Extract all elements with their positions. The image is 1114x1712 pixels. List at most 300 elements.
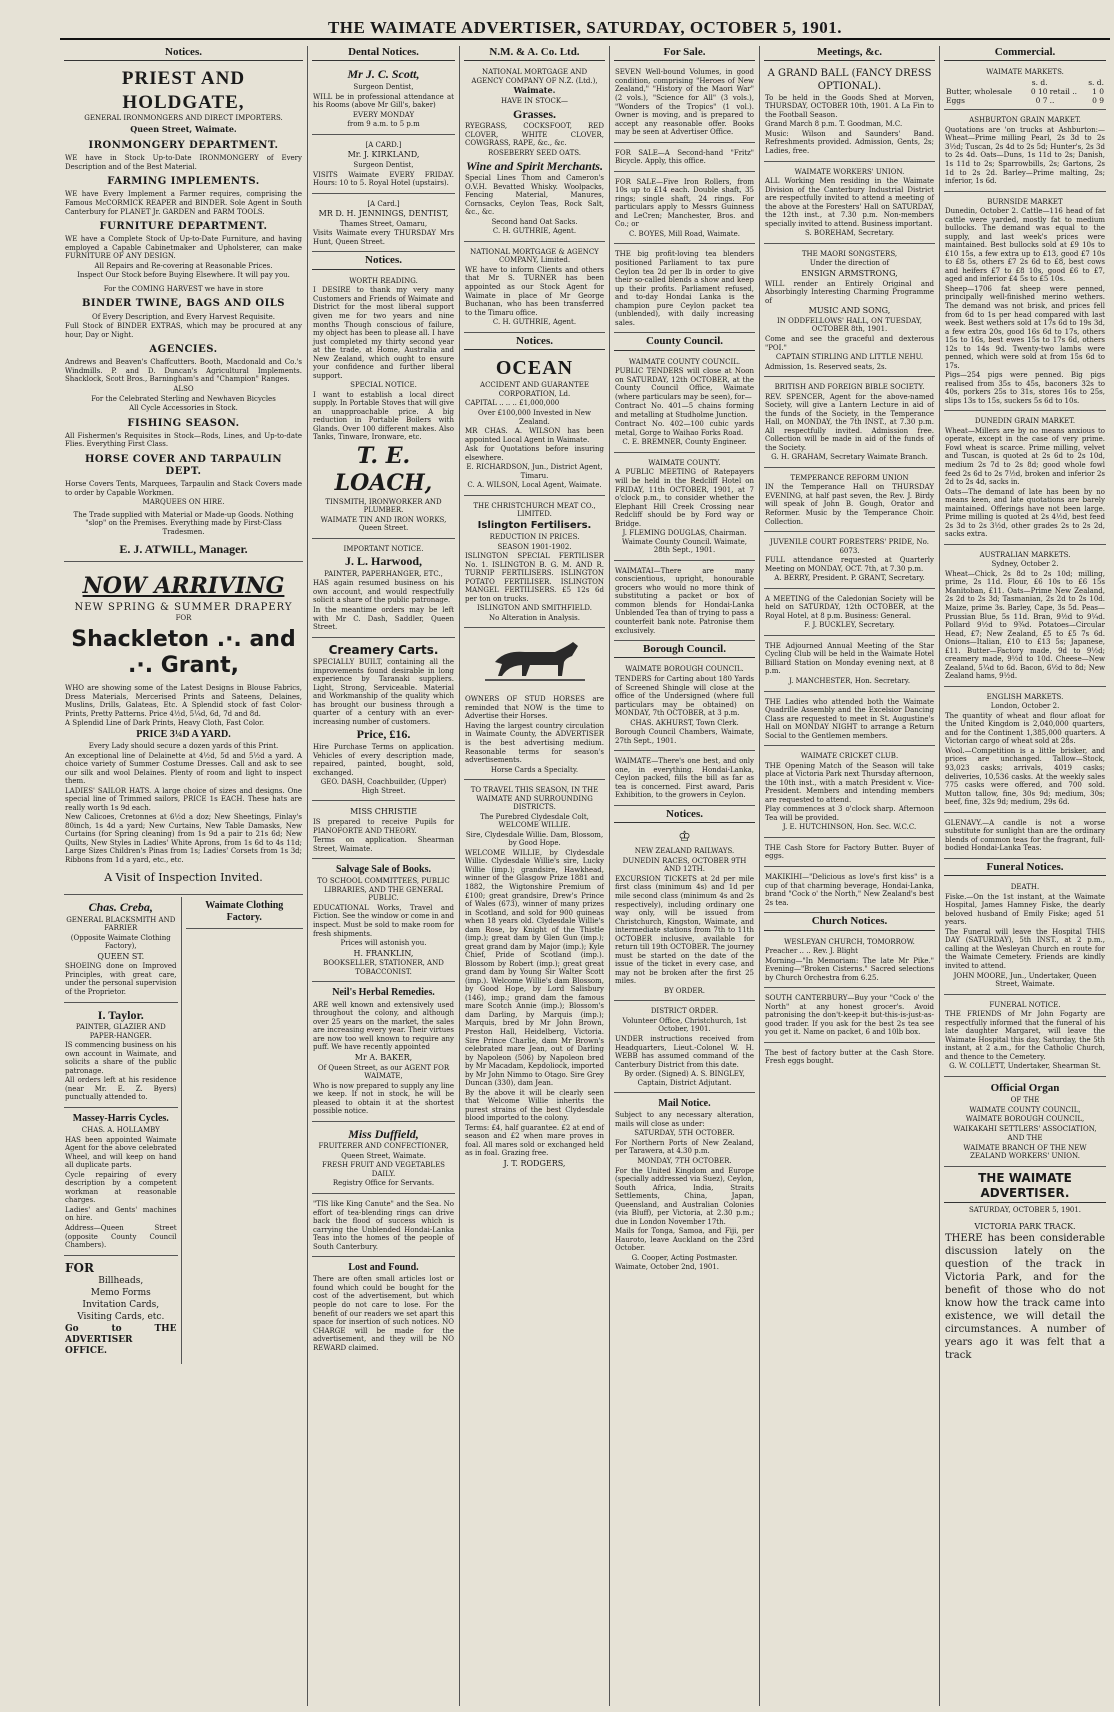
funeral-notice-title: FUNERAL NOTICE. xyxy=(989,1000,1061,1009)
ocean-ad xyxy=(464,353,605,496)
franklin-name: H. FRANKLIN, xyxy=(353,948,414,958)
baker-name: Mr A. BAKER, xyxy=(354,1052,413,1062)
borough-heading: Borough Council. xyxy=(614,643,755,658)
tarpaulin-heading: HORSE COVER AND TARPAULIN DEPT. xyxy=(84,453,283,478)
glenavy-ad xyxy=(944,815,1106,859)
nma-notice-ad xyxy=(464,244,605,333)
for-item: Visiting Cards, etc. xyxy=(77,1312,165,1323)
binder-extras: Full Stock of BINDER EXTRAS, which may be procured at any hour, Day or Night. xyxy=(65,322,302,339)
juvenile-title: JUVENILE COURT FORESTERS' PRIDE, No. 6073. xyxy=(770,538,929,555)
guthrie-signature: C. H. GUTHRIE, Agent. xyxy=(492,318,577,327)
advertiser-logo: THE WAIMATE ADVERTISER. xyxy=(944,1169,1106,1203)
jennings-ad xyxy=(312,196,455,253)
column-header: For Sale. xyxy=(614,46,755,61)
massey-address: Address—Queen Street (opposite County Council Chambers). xyxy=(65,1223,177,1250)
waimatai-ad xyxy=(614,563,755,641)
wilson-text: MR CHAS. A. WILSON has been appointed Local Agent in Waimate. xyxy=(465,427,604,444)
mail-uk: For the United Kingdom and Europe (specially addressed via Suez), Ceylon, South Africa, India, Straits Settlements, China, Japan, Queensland, and Australian Colonies (via Bluff), per Victoria, at 2.30 p.m.; due in London November 17th. xyxy=(615,1166,754,1226)
quadrille-text: THE Ladies who attended both the Waimate Quadrille Assembly and the Excelsior Dancing Class are requested to meet in St. Augustine's Hall on MONDAY NIGHT to arrange a Return Social to the Gentlemen members. xyxy=(765,697,934,740)
cycles-text: For the Celebrated Sterling and Newhaven Bicycles xyxy=(91,394,276,403)
mail-ad xyxy=(614,1095,755,1277)
county-heading: County Council. xyxy=(614,335,755,350)
rodgers-signature: J. T. RODGERS, xyxy=(503,1158,566,1168)
cricket-play: Play commences at 3 o'clock sharp. Afternoon Tea will be provided. xyxy=(765,805,934,822)
bible-title: BRITISH AND FOREIGN BIBLE SOCIETY. xyxy=(774,383,925,392)
jennings-name: MR D. H. JENNINGS, DENTIST, xyxy=(318,209,449,219)
volumes-ad xyxy=(614,64,755,142)
berry-signature: A. BERRY, President. P. GRANT, Secretary. xyxy=(774,574,925,583)
ashburton-market xyxy=(944,112,1106,191)
english-market xyxy=(944,689,1106,813)
foresters-ad xyxy=(764,534,935,589)
morning-text: Morning—"In Memoriam: The late Mr Pike." Evening—"Broken Cisterns." Sacred selections by Church Orchestra from 6.25. xyxy=(765,956,934,982)
workers-ad xyxy=(764,164,935,244)
wine-heading: Wine and Spirit Merchants. xyxy=(466,158,603,173)
reduction-text: REDUCTION IN PRICES. xyxy=(489,533,580,542)
graham-signature: G. H. GRAHAM, Secretary Waimate Branch. xyxy=(771,453,928,462)
mail-northern: For Northern Ports of New Zealand, per Tarawera, at 4.30 p.m. xyxy=(615,1138,754,1156)
creba-location: (Opposite Waimate Clothing Factory), xyxy=(70,933,171,951)
creamery-hire: Hire Purchase Terms on application. Vehicles of every description made, repaired, painted, bought, sold, exchanged. xyxy=(313,743,454,777)
neil-heading: Neil's Herbal Remedies. xyxy=(332,987,435,999)
willie-sire: Sire, Clydesdale Willie. Dam, Blossom, by Good Hope. xyxy=(465,830,604,848)
guthrie-signature: C. H. GUTHRIE, Agent. xyxy=(492,227,577,236)
willie-terms: Terms: £4, half guarantee. £2 at end of season and £2 when mare proves in foal. All mares sold or exchanged held as in foal. Grazing free. xyxy=(465,1123,604,1158)
london-date: London, October 2. xyxy=(990,702,1060,711)
for-heading: FOR xyxy=(65,1260,94,1275)
massey-hire: Ladies' and Gents' machines on hire. xyxy=(65,1205,177,1223)
lost-found-ad xyxy=(312,1259,455,1357)
books-ad xyxy=(312,861,455,982)
ball-ad xyxy=(764,64,935,161)
ocean-title: OCEAN xyxy=(495,357,574,380)
jennings-text: Visits Waimate every THURSDAY Mrs Hunt, Queen Street. xyxy=(313,229,454,246)
taylor-orders: All orders left at his residence (near Mr. E. Z. Byers) punctually attended to. xyxy=(65,1076,177,1102)
calicoes-text: New Calicoes, Cretonnes at 6½d a doz; New Sheetings, Finlay's 80inch, 1s 4d a yard; New Curtains, New Table Damasks, New Curtains (for Spring cleaning) from 1s 9d a pair to 21s 6d; New Quilts, New Styles in Ladies' White Aprons, from 1s 6d to 4s 11d; Large Sizes Children's Pinas from 1s; Ladies' Corsets from 1s 3d; Ribbons from 1d a yard, etc., etc. xyxy=(65,813,302,864)
sydney-text: Wheat—Chick, 2s 8d to 2s 10d; milling, prime, 2s 11d. Flour, £6 10s to £6 15s Manitoban, £11. Oats—Prime New Zealand, 2s 2d to 2s 3d; Tasmanian, 2s 2d to 2s 10d. Maize, prime 3s. Barley, Cape, 3s 5d. Peas—Prussian Blue, 5s 11d. Bran, 9½d to 9¼d. Pollard 9½d to 9¾d. Potatoes—Circular Head, £7; New Zealand, £5 to £5 7s 6d. Onions—Italian, £10 to £13 5s; Japanese, £11. Butter—Factory made, 9d to 9½d; creamery made, 9½d to 10d. Cheese—New Zealand, 5¼d to 6d. Bacon, 6½d to 8d; New Zealand hams, 9½d. xyxy=(945,569,1105,681)
loach-shop: WAIMATE TIN AND IRON WORKS, Queen Street. xyxy=(320,515,447,533)
poi-text: Come and see the graceful and dexterous "POI." xyxy=(765,334,934,352)
col1-right-sub xyxy=(186,897,303,1364)
maori-text: WILL render an Entirely Original and Absorbingly Interesting Charming Programme of xyxy=(765,279,934,305)
harwood-name: J. L. Harwood, xyxy=(344,554,422,569)
burnside-cattle: Dunedin, October 2. Cattle—116 head of fat cattle were yarded, mostly fat to medium bullocks. The demand was equal to the supply, and last week's prices were maintained. Best bullocks sold at £9 10s to £10 15s, a few extra up to £13, good £7 10s to £8 5s, others £7 2s 6d to £8, best cows and heifers £7 to £8 10s, good £6 to £7, aged and inferior £4 5s to £5 10s. xyxy=(945,207,1105,284)
agencies-heading: AGENCIES. xyxy=(149,344,218,356)
column-notices xyxy=(60,46,308,1706)
duffield-name: Miss Duffield, xyxy=(348,1126,419,1141)
races-text: EXCURSION TICKETS at 2d per mile first class (minimum 4s) and 1d per mile second class (minimum 4s and 2s respectively), including ordinary one way only, will be issued from Christchurch, Kingston, Waimate, and intermediate stations from 7th to 11th OCTOBER inclusive, available for return till 19th OCTOBER. The journey must be started on the date of the issue of the ticket in every case, and may not be broken after the first 25 miles. xyxy=(615,874,754,986)
harwood-orders: In the meantime orders may be left with Mr C. Dash, Saddler, Queen Street. xyxy=(313,606,454,632)
fruit-text: FRESH FRUIT AND VEGETABLES DAILY. xyxy=(322,1161,445,1178)
clothing-factory-ad xyxy=(186,897,303,929)
shackleton-grant-ad xyxy=(64,564,303,895)
ironmongery-heading: IRONMONGERY DEPARTMENT. xyxy=(88,140,279,152)
cricket-ad xyxy=(764,748,935,838)
taylor-trade: PAINTER, GLAZIER AND PAPER-HANGER. xyxy=(75,1023,166,1040)
wool-text: Wool.—Competition is a little brisker, and prices are unchanged. Tallow—Stock, 93,023 casks; arrivals, 4019 casks; deliveries, 10,536 casks. At the weekly sales 775 casks were offered, and 700 sold. Mutton tallow, fine, 30s 9d; medium, 30s; beef, fine, 32s 9d; medium, 29s 6d. xyxy=(945,746,1105,807)
row-value: 1 0 xyxy=(1092,87,1104,97)
nma-title: NATIONAL MORTGAGE AND AGENCY COMPANY OF N.Z. (Ltd.), xyxy=(471,68,598,85)
music-song: MUSIC AND SONG, xyxy=(808,306,891,316)
temperance-title: TEMPERANCE REFORM UNION xyxy=(790,473,909,482)
ball-title: A GRAND BALL (FANCY DRESS OPTIONAL). xyxy=(767,68,932,92)
death-title: DEATH. xyxy=(1010,883,1040,892)
christie-name: MISS CHRISTIE xyxy=(350,807,417,817)
buckley-signature: F. J. BUCKLEY, Secretary. xyxy=(804,621,895,630)
makikihi-ad xyxy=(764,869,935,913)
fishing-heading: FISHING SEASON. xyxy=(127,417,240,429)
meeting-text: A PUBLIC MEETING of Ratepayers will be held in the Redcliff Hotel on FRIDAY, 11th OCTOBER, 1901, at 7 o'clock p.m., to consider whether the Elephant Hill Creek Crossing near Redcliff should be by Ford way or Bridge. xyxy=(615,468,754,528)
massey-heading: Massey-Harris Cycles. xyxy=(72,1112,169,1124)
county-meeting-ad xyxy=(614,455,755,561)
australian-title: AUSTRALIAN MARKETS. xyxy=(979,550,1071,559)
priest-title: PRIEST AND HOLDGATE, xyxy=(121,68,246,113)
lost-heading: Lost and Found. xyxy=(348,1262,419,1274)
cooper-date: Waimate, October 2nd, 1901. xyxy=(615,1263,720,1272)
quadrille-ad xyxy=(764,694,935,747)
cashstore-text: THE Cash Store for Factory Butter. Buyer of eggs. xyxy=(765,843,934,861)
column-header: Dental Notices. xyxy=(312,46,455,61)
furniture-inspect: Inspect Our Stock before Buying Elsewhere. It will pay you. xyxy=(77,271,290,280)
books-text: EDUCATIONAL Works, Travel and Fiction. See the window or come in and inspect. Must be sold to make room for fresh shipments. xyxy=(313,903,454,938)
shackleton-grant-title: Shackleton .·. and .·. Grant, xyxy=(71,626,296,679)
volumes-text: SEVEN Well-bound Volumes, in good condition, comprising "Heroes of New Zealand," "History of the Maori War" (2 vols.), "Science for All" (3 vols.), "Wonders of the Tropics" (1 vol.). Owner is moving, and is prepared to accept any reasonable offer. Books may be seen at Advertiser Office. xyxy=(615,68,754,137)
fiske-text: Fiske.—On the 1st instant, at the Waimate Hospital, James Hamney Fiske, the dearly beloved husband of Emily Fiske; aged 51 years. xyxy=(945,892,1105,927)
borough-text: TENDERS for Carting about 180 Yards of Screened Shingle will close at the office of the Undersigned (where full particulars may be obtained) on MONDAY, 7th OCTOBER, at 3 p.m. xyxy=(615,674,754,718)
cycling-text: THE Adjourned Annual Meeting of the Star Cycling Club will be held in the Waimate Hotel Billiard Station on Monday evening next, at 8 p.m. xyxy=(765,641,934,676)
burnside-title: BURNSIDE MARKET xyxy=(987,197,1063,206)
column-header: Meetings, &c. xyxy=(764,46,935,61)
duffield-trade: FRUITERER AND CONFECTIONER, xyxy=(318,1142,449,1151)
priest-subtitle: GENERAL IRONMONGERS AND DIRECT IMPORTERS. xyxy=(84,113,283,122)
have-in-stock: HAVE IN STOCK— xyxy=(500,97,569,106)
workers-text: ALL Working Men residing in the Waimate Division of the Canterbury Industrial District are respectfully invited to attend a meeting of the above at the Foresters' Hall on SATURDAY, the 12th inst., at 7.30 p.m. Non-members specially invited to attend. Business important. xyxy=(765,177,934,228)
column-for-sale xyxy=(610,46,760,1706)
worth-text: I DESIRE to thank my very many Customers and Friends of Waimate and District for the most liberal support given me for two years and nine months Though conscious of failure, my object has been to please all. I have just completed my thirty second year at the trade, at Home, Australia and New Zealand, which ought to ensure your confidence and further liberal support. xyxy=(313,286,454,380)
studs-text: OWNERS OF STUD HORSES are reminded that NOW is the time to Advertise their Horses. xyxy=(465,695,604,721)
scott-ad xyxy=(312,64,455,134)
invested-text: Over £100,000 Invested in New Zealand. xyxy=(478,409,591,426)
fritz-ad xyxy=(614,145,755,172)
kirkland-ad xyxy=(312,137,455,194)
loach-ad xyxy=(312,273,455,539)
fertiliser-list: ISLINGTON SPECIAL FERTILISER No. 1. ISLINGTON B. G. M. AND R. TURNIP FERTILISERS. ISLINGTON POTATO FERTILISER. ISLINGTON MANGEL FERTILISERS. £5 12s 6d per ton on trucks. xyxy=(465,552,604,603)
ocean-subtitle: ACCIDENT AND GUARANTEE CORPORATION, Ld. xyxy=(480,381,589,398)
boreham-signature: S. BOREHAM, Secretary. xyxy=(804,229,895,238)
massey-harris-ad xyxy=(64,1110,178,1256)
loach-trade: TINSMITH, IRONWORKER AND PLUMBER. xyxy=(325,497,442,515)
nma2-text: WE have to inform Clients and others that Mr S. TURNER has been appointed as our Stock Agent for Waimate in place of Mr George Buchanan, who has been transferred to the Timaru office. xyxy=(465,265,604,317)
clothing-factory-title: Waimate Clothing Factory. xyxy=(205,899,284,924)
ball-music: Music: Wilson and Saunders' Band. Refreshments provided. Admission, Gents, 2s; Ladies, free. xyxy=(765,129,934,155)
australian-market xyxy=(944,547,1106,687)
markets-table xyxy=(945,78,1105,105)
county-tenders-ad xyxy=(614,354,755,453)
boyes-signature: C. BOYES, Mill Road, Waimate. xyxy=(629,229,740,238)
col1-left-sub xyxy=(64,897,182,1364)
special-notice: SPECIAL NOTICE. xyxy=(350,381,417,390)
railways-ad xyxy=(614,826,755,1001)
dunedin-oats: Oats—The demand of late has been by no means keen, and late quotations are barely maintained. Offerings have not been large. Prime milling is quoted at 2s 4½d, best feed 2s 3d to 2s 3½d, other grades 2s to 2s 2d, sacks extra. xyxy=(945,487,1105,539)
willie-text: WELCOME WILLIE, by Clydesdale Willie. Clydesdale Willie's sire, Lucky Willie (imp.); grandsire, Hawkhead, winner of the Glasgow Prize 1881 and 1882, the Wigtonshire Premium of £100; great grandsire, Drew's Prince of Wales (673), winner of many prizes in Scotland, and sold for 900 guineas when 18 years old. Clydesdale Willie's dam Rose, by Knight of the Thistle (imp.); great dam by Glen Gun (imp.); great grand dam by Major (imp.); Kyle Chief, Pride of Scotland (imp.). Blossom by Robert (imp.); great great grand dam by Young Sir Walter Scott (imp.). Welcome Willie's dam Blossom, by Good Hope, by Lord Salisbury (146), imp.; grand dam the famous mare Scotch Annie (imp.); Blossom's dam Darling, by Marquis (imp.); Marquis, bred by Mr John Brown, Preston Hall, Heidelberg, Victoria. Sire Prince Charlie, dam Mr Brown's celebrated mare Jean, out of Darling by Napoleon (506) by Napoleon bred by Mr Macadam, Kepdoliock, imported by Mr John Nimmo to Otago. Sire Grey Duncan (330), dam Jean. xyxy=(465,848,604,1088)
row-value: 0 10 xyxy=(1030,87,1048,97)
lost-text: There are often small articles lost or found which could be bought for the cost of the advertisement, but which people do not care to lose. For the benefit of our readers we set apart this space for insertion of such notices. NO CHARGE will be made for the advertisement, and they will be NO REWARD claimed. xyxy=(313,1275,454,1352)
grasses-heading: Grasses. xyxy=(513,106,556,121)
organ-union: WAIMATE BRANCH OF THE NEW ZEALAND WORKERS' UNION. xyxy=(963,1143,1087,1161)
lower-col1-split xyxy=(64,897,303,1364)
tea-ad xyxy=(312,1196,455,1257)
franklin-trade: BOOKSELLER, STATIONER, AND TOBACCONIST. xyxy=(323,959,444,976)
column-dental xyxy=(308,46,460,1706)
delaine-text: An exceptional line of Delainette at 4½d, 5d and 5½d a yard. A choice variety of Summer Costume Dresses. Call and ask to see our silk and wool Delaines. Plenty of room and light to inspect them. xyxy=(65,751,302,786)
quotations-text: Ask for Quotations before insuring elsewhere. xyxy=(465,445,604,462)
registry-text: Registry Office for Servants. xyxy=(332,1179,435,1188)
organ-item: WAIKAKAHI SETTLERS' ASSOCIATION, xyxy=(953,1124,1097,1133)
mail-saturday: SATURDAY, 5TH OCTOBER. xyxy=(634,1129,735,1138)
binder-subtext: Of Every Description, and Every Harvest Requisite. xyxy=(92,312,275,321)
juvenile-text: FULL attendance requested at Quarterly Meeting on MONDAY, OCT. 7th, at 7.30 p.m. xyxy=(765,556,934,573)
row-value: 0 7 xyxy=(1035,96,1048,106)
burnside-sheep: Sheep—1706 fat sheep were penned, principally well-finished merino wethers. The demand was not brisk, and prices fell from 6d to 1s per head compared with last week. Best wethers sold at 17s 6d to 19s 3d, a few extra 20s, good 16s 6d to 17s, others 15s to 16s, best ewes 15s to 17s 6d, others 12s to 14s 9d. Twenty-two lambs were penned, which were sold at from 15s 6d to 17s. xyxy=(945,284,1105,370)
wine-text: Special Lines Thom and Cameron's O.V.H. Bevatted Whisky. Woolpacks, Fencing Material, Manures, Cornsacks, Ceylon Teas, Rock Salt, &c., &c. xyxy=(465,174,604,217)
row-label: Butter, wholesale xyxy=(946,87,1013,97)
christie-terms: Terms on application. Shearman Street, Waimate. xyxy=(313,836,454,853)
workers-title: WAIMATE WORKERS' UNION. xyxy=(794,167,905,176)
by-order: BY ORDER. xyxy=(663,986,706,995)
kirkland-text: VISITS Waimate EVERY FRIDAY. Hours: 10 to 5. Royal Hotel (upstairs). xyxy=(313,170,454,188)
wesleyan-title: WESLEYAN CHURCH, TOMORROW. xyxy=(784,937,915,946)
scott-day: EVERY MONDAY xyxy=(352,110,415,119)
kirkland-name: Mr. J. KIRKLAND, xyxy=(347,150,420,160)
binder-heading: BINDER TWINE, BAGS AND OILS xyxy=(81,298,286,310)
organ-item: WAIMATE COUNTY COUNCIL, xyxy=(969,1105,1081,1114)
manchester-signature: J. MANCHESTER, Hon. Secretary. xyxy=(788,676,911,685)
table-row xyxy=(945,78,1105,87)
moore-signature: JOHN MOORE, Jun., Undertaker, Queen Street, Waimate. xyxy=(953,971,1097,989)
column-meetings xyxy=(760,46,940,1706)
notices-heading: Notices. xyxy=(312,254,455,269)
notices-heading: Notices. xyxy=(614,808,755,823)
burnside-market xyxy=(944,194,1106,412)
notices-heading: Notices. xyxy=(464,335,605,350)
col-header: s. d. xyxy=(1031,77,1048,87)
baker-address: Of Queen Street, as our AGENT FOR WAIMATE, xyxy=(317,1063,450,1081)
worth-reading: WORTH READING. xyxy=(349,276,418,285)
cooper-signature: G. Cooper, Acting Postmaster. xyxy=(631,1253,738,1262)
railways-title: NEW ZEALAND RAILWAYS. xyxy=(634,847,735,856)
row-label: Eggs xyxy=(946,96,965,106)
fritz-text: FOR SALE—A Second-hand "Fritz" Bicycle. Apply, this office. xyxy=(615,148,754,166)
meat-company: THE CHRISTCHURCH MEAT CO., LIMITED. xyxy=(473,501,596,519)
books-prices: Prices will astonish you. xyxy=(340,939,427,948)
column-header: Commercial. xyxy=(944,46,1106,61)
borough-ad xyxy=(614,661,755,751)
priest-address: Queen Street, Waimate. xyxy=(130,124,237,135)
row-mid: .. xyxy=(1049,96,1055,106)
sailor-hats-text: LADIES' SAILOR HATS. A large choice of sizes and designs. One special line of Trimmed sailors, PRICE 1s EACH. These hats are really worth 1s 9d each. xyxy=(65,786,302,812)
books-heading: Salvage Sale of Books. xyxy=(335,864,431,876)
cricket-text: THE Opening Match of the Season will take place at Victoria Park next Thursday afternoon, the 10th inst., with a match President v. Vice-President. Members and intending members are requested to attend. xyxy=(765,761,934,804)
park-text: THERE has been considerable discussion lately on the question of the track in Victoria Park, and for the benefit of those who do not know how the track came into existence, we will detail the circumstances. A number of years ago it was felt that a track xyxy=(945,1233,1105,1362)
for-item: Billheads, xyxy=(98,1276,144,1287)
sydney-date: Sydney, October 2. xyxy=(991,560,1059,569)
neil-ad xyxy=(312,984,455,1121)
nma2-title: NATIONAL MORTGAGE & AGENCY COMPANY, Limited. xyxy=(470,247,599,265)
season-text: SEASON 1901-1902. xyxy=(497,542,572,551)
harwood-trade: PAINTER, PAPERHANGER, ETC., xyxy=(324,569,443,578)
races-title: DUNEDIN RACES, OCTOBER 9TH AND 12TH. xyxy=(622,856,747,874)
table-row xyxy=(945,87,1105,96)
mail-text: Subject to any necessary alteration, mails will close as under: xyxy=(615,1111,754,1128)
glenavy-text: GLENAVY.—A candle is not a worse substitute for sunlight than are the ordinary blends of common teas for the fragrant, full-bodied Hondai-Lanka Teas. xyxy=(945,818,1105,853)
organ-of: OF THE xyxy=(1010,1096,1040,1105)
farming-text: WE have Every Implement a Farmer requires, comprising the Famous McCORMICK REAPER and BINDER. Sole Agent in South Canterbury for PLANET Jr. GARDEN and FARM TOOLS. xyxy=(65,190,302,216)
ironmongery-text: WE have in Stock Up-to-Date IRONMONGERY of Every Description and of the Best Material. xyxy=(65,154,302,171)
cycle-accessories: All Cycle Accessories in Stock. xyxy=(129,404,238,413)
neil-text: ARE well known and extensively used throughout the colony, and although over 25 years on the market, the sales are increasing every year. Their virtues are now too well known to require any puff. We have recently appointed xyxy=(313,1000,454,1052)
douglas-signature: J. FLEMING DOUGLAS, Chairman. Waimate County Council. Waimate, 28th Sept., 1901. xyxy=(622,529,747,555)
taylor-name: I. Taylor. xyxy=(97,1007,144,1022)
harwood-ad xyxy=(312,541,455,638)
trade-text: The Trade supplied with Material or Made-up Goods. Nothing "slop" on the Premises. Everything made by First-Class Tradesmen. xyxy=(73,510,294,536)
capital-label: CAPITAL .. .. .. xyxy=(465,399,517,408)
column-header: N.M. & A. Co. Ltd. xyxy=(464,46,605,61)
books-to: TO SCHOOL COMMITTEES, PUBLIC LIBRARIES, AND THE GENERAL PUBLIC. xyxy=(317,877,450,903)
preacher-text: Preacher .. .. Rev. J. Blight xyxy=(765,947,858,956)
caledonian-text: A MEETING of the Caledonian Society will be held on SATURDAY, 12th OCTOBER, at the Royal Hotel, at 8 p.m. Business: General. xyxy=(765,594,934,620)
card-label: [A Card.] xyxy=(367,199,400,208)
scott-text: WILL be in professional attendance at his Rooms (above Mr Gill's, baker) xyxy=(313,92,454,110)
now-arriving-heading: NOW ARRIVING xyxy=(82,573,285,600)
waimatai-text: WAIMATAI—There are many conscientious, upright, honourable grocers who would no more think of substituting a packet or box of common blends for Hondai-Lanka Unblended Tea than of trying to pass a counterfeit bank note. Patronise them exclusively. xyxy=(615,566,754,635)
scott-time: from 9 a.m. to 5 p.m xyxy=(347,120,420,129)
column-header: Notices. xyxy=(64,46,303,61)
dash-signature: GEO. DASH, Coachbuilder, (Upper) High Street. xyxy=(320,778,447,795)
burnside-pigs: Pigs—254 pigs were penned. Big pigs realised from 35s to 45s, baconers 32s to 40s, porkers 25s to 31s, stores 16s to 25s, slips 13s to 15s, suckers 5s 6d to 10s. xyxy=(945,371,1105,405)
akhurst-signature: CHAS. AKHURST, Town Clerk. xyxy=(630,718,739,727)
english-title: ENGLISH MARKETS. xyxy=(986,692,1064,701)
oddfellows-text: IN ODDFELLOWS' HALL, ON TUESDAY, OCTOBER 8th, 1901. xyxy=(776,316,923,334)
funeral-notice xyxy=(944,997,1106,1077)
creba-text: SHOEING done on Improved Principles, with great care, under the personal supervision of the Proprietor. xyxy=(65,962,177,997)
furniture-repairs: All Repairs and Re-covering at Reasonable Prices. xyxy=(94,261,273,270)
also-text: ALSO xyxy=(173,385,194,393)
harvest-text: For the COMING HARVEST we have in store xyxy=(103,284,264,293)
creamery-price: Price, £16. xyxy=(356,727,411,742)
christie-ad xyxy=(312,803,455,859)
special-text: I want to establish a local direct supply. In Portable Stoves that will give an unapproachable price. A big reduction in Portable Boilers with Glands. Over 100 different makes. Also Tanks, Tinware, Ironware, etc. xyxy=(313,390,454,442)
borough-sub: WAIMATE BOROUGH COUNCIL. xyxy=(625,665,744,674)
scott-title: Surgeon Dentist, xyxy=(353,83,414,92)
temperance-text: IN the Temperance Hall on THURSDAY EVENING, at half past seven, the Rev. J. Birdy will speak of John B. Gough, Orator and Reformer. Music by the Temperance Choir. Collection. xyxy=(765,483,934,526)
markets-title: WAIMATE MARKETS. xyxy=(986,68,1064,77)
massey-text: HAS been appointed Waimate Agent for the above celebrated Wheel, and will keep on hand all duplicate parts. xyxy=(65,1135,177,1170)
ensign-name: ENSIGN ARMSTRONG, xyxy=(801,268,898,278)
creamery-heading: Creamery Carts. xyxy=(328,642,439,657)
shackleton-text: WHO are showing some of the Latest Designs in Blouse Fabrics, Dress Materials, Mercerised Prints and Sateens, Delaines, Muslins, Drills, Galateas, Etc. A Splendid stock of fast Color-Prints, Pretty Patterns. Price 4½d, 5¼d, 6d, 7d and 8d. xyxy=(65,684,302,718)
dunedin-title: DUNEDIN GRAIN MARKET. xyxy=(974,417,1076,426)
travel-text: TO TRAVEL THIS SEASON, IN THE WAIMATE AND SURROUNDING DISTRICTS. xyxy=(470,786,599,812)
ashburton-title: ASHBURTON GRAIN MARKET. xyxy=(969,116,1081,125)
funeral-heading: Funeral Notices. xyxy=(944,861,1106,876)
waimate-markets xyxy=(944,64,1106,110)
creamery-ad xyxy=(312,640,455,802)
furniture-heading: FURNITURE DEPARTMENT. xyxy=(99,221,268,233)
analysis-text: No Alteration in Analysis. xyxy=(489,613,580,622)
capital-value: £1,000,000 xyxy=(519,399,560,408)
loach-name: T. E. LOACH, xyxy=(334,442,433,496)
manager-signature: E. J. ATWILL, Manager. xyxy=(119,542,248,557)
harwood-text: HAS again resumed business on his own account, and would respectfully solicit a share of the public patronage. xyxy=(313,579,454,605)
county-sub: WAIMATE COUNTY COUNCIL. xyxy=(628,357,741,366)
print-office-ad xyxy=(64,1258,178,1362)
cycling-ad xyxy=(764,638,935,692)
bremner-signature: C. E. BREMNER, County Engineer. xyxy=(622,438,747,447)
victoria-park-article xyxy=(944,1218,1106,1368)
volunteer-office: Volunteer Office, Christchurch, 1st October, 1901. xyxy=(622,1016,747,1034)
contract-402: Contract No. 402—100 cubic yards metal, Gorge to Waihao Forks Road. xyxy=(615,420,754,437)
tea-text: "TIS like King Canute" and the Sea. No effort of tea-blending rings can drive back the flood of success which is carrying the Unblended Hondai-Lanka Teas into the homes of the people of South Canterbury. xyxy=(313,1200,454,1251)
masthead: THE WAIMATE ADVERTISER, SATURDAY, OCTOBER 5, 1901. xyxy=(60,14,1110,40)
row-mid: retail .. xyxy=(1049,87,1078,97)
important-notice: IMPORTANT NOTICE. xyxy=(343,544,424,553)
tarpaulin-text: Horse Covers Tents, Marquees, Tarpaulin and Stack Covers made to order by Capable Workmen. xyxy=(65,480,302,497)
wilson-signature: C. A. WILSON, Local Agent, Waimate. xyxy=(467,481,602,490)
horse-illustration xyxy=(480,632,590,687)
makikihi-text: MAKIKIHI—"Delicious as love's first kiss" is a cup of that charming beverage, Hondai-Lanka, brand "Cock o' the North," New Zealand's best 2s tea. xyxy=(765,873,934,907)
richardson-signature: E. RICHARDSON, Jun., District Agent, Timaru. xyxy=(466,463,603,480)
nma-location: Waimate. xyxy=(513,85,556,96)
collett-signature: G. W. COLLETT, Undertaker, Shearman St. xyxy=(949,1062,1101,1071)
grasses-text: RYEGRASS, COCKSFOOT, RED CLOVER, WHITE CLOVER, COWGRASS, RAPE, &c., &c. xyxy=(465,122,604,148)
drapery-heading: NEW SPRING & SUMMER DRAPERY xyxy=(74,601,293,613)
organ-title: Official Organ xyxy=(990,1081,1060,1094)
christie-text: IS prepared to receive Pupils for PIANOFORTE AND THEORY. xyxy=(313,818,454,835)
mail-monday: MONDAY, 7TH OCTOBER. xyxy=(637,1157,732,1166)
contract-401: Contract No. 401—5 chains forming and metalling at Studholme Junction. xyxy=(615,402,754,419)
rollers-text: FOR SALE—Five Iron Rollers, from 10s up to £14 each. Double shaft, 35 rings; single shaft, 24 rings. For particulars apply to Messrs Guinness and LeCren; Manchester, Bros. and Co.; or xyxy=(615,177,754,229)
spencer-text: REV. SPENCER, Agent for the above-named Society, will give a Lantern Lecture in aid of the funds of the Society, in the Temperance Hall, on MONDAY, the 7th INST., at 7.30 p.m. All respectfully invited. Admission free. Collection will be made in aid of the funds of the Society. xyxy=(765,392,934,452)
maori-songsters-ad xyxy=(764,246,935,377)
duffield-address: Queen Street, Waimate. xyxy=(341,1151,426,1160)
southcant-text: SOUTH CANTERBURY—Buy your "Cock o' the North" at any honest grocer's. Avoid patronising the don't-keep-it but-this-is-just-as-good trader. If you ask for the best 2s tea see you get it. Name on packet, 6 and 10lb box. xyxy=(765,994,934,1037)
marquees-text: MARQUEES ON HIRE. xyxy=(142,498,225,507)
ball-march: Grand March 8 p.m. T. Goodman, M.C. xyxy=(765,120,903,129)
captain-text: CAPTAIN STIRLING AND LITTLE NEHU. xyxy=(775,353,924,362)
for-item: Invitation Cards, xyxy=(82,1300,160,1311)
horse-cards-text: Horse Cards a Specialty. xyxy=(490,765,579,774)
organ-item: WAIMATE BOROUGH COUNCIL, xyxy=(965,1115,1085,1124)
tenders-text: PUBLIC TENDERS will close at Noon on SATURDAY, 12th OCTOBER, at the County Council Office, Waimate (where particulars may be seen), for— xyxy=(615,367,754,401)
welcome-willie-ad xyxy=(464,782,605,1174)
cashstore-ad xyxy=(764,840,935,867)
islington-ad xyxy=(464,498,605,629)
column-nma xyxy=(460,46,610,1706)
church-heading: Church Notices. xyxy=(764,915,935,930)
bingley-signature: By order. (Signed) A. S. BINGLEY, Captain, District Adjutant. xyxy=(624,1070,745,1087)
column-commercial xyxy=(940,46,1110,1706)
south-canterbury-ad xyxy=(764,990,935,1043)
railway-crest: ♔ xyxy=(678,829,691,846)
table-row xyxy=(945,96,1105,105)
rollers-ad xyxy=(614,174,755,245)
islington-heading: Islington Fertilisers. xyxy=(477,519,592,531)
massey-repairs: Cycle repairing of every description by a competent workman at reasonable charges. xyxy=(65,1170,177,1205)
waimate-tea-text: WAIMATE—There's one best, and only one, in everything. Hondai-Lanka, Ceylon packed, fills the bill as far as tea is concerned. First award, Paris Exhibition, to the growers in Ceylon. xyxy=(615,757,754,800)
creba-street: QUEEN ST. xyxy=(97,951,145,961)
temperance-ad xyxy=(764,470,935,532)
park-title: VICTORIA PARK TRACK. xyxy=(974,1221,1076,1231)
